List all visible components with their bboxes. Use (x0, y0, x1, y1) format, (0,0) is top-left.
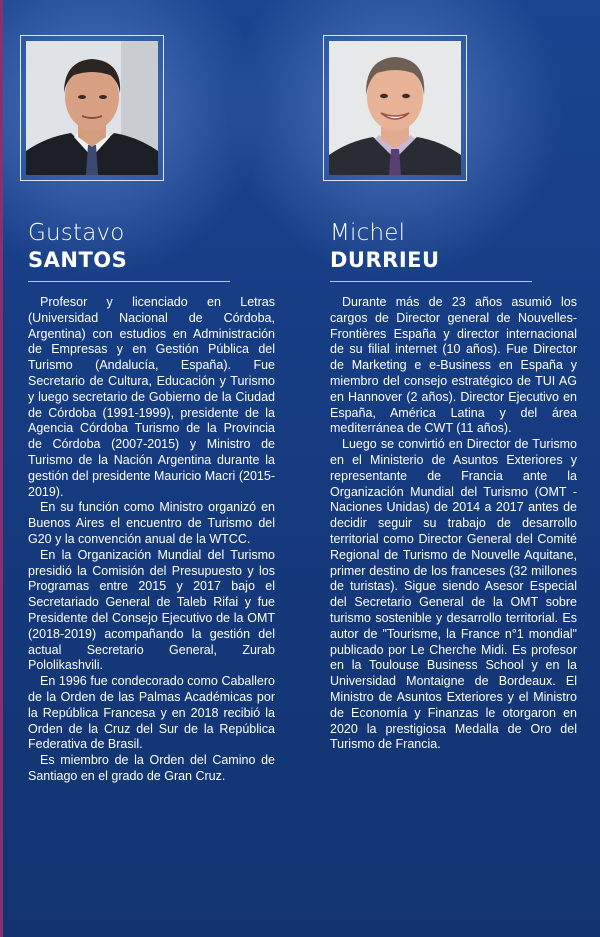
last-name: SANTOS (28, 248, 128, 272)
biography-santos (28, 295, 275, 785)
name-divider-left (28, 281, 230, 282)
last-name: DURRIEU (330, 248, 440, 272)
left-edge-stripe (0, 0, 3, 937)
bio-paragraph: Luego se convirtió en Director de Turismo en el Ministerio de Asuntos Exteriores y representante de Francia ante la Organización Mundial del Turismo (OMT - Naciones Unidas) de 2014 a 2017 antes de decidir seguir su trabajo de desarrollo territorial como Director General del Comité Regional de Turismo de Nouvelle Aquitane, primer destino de los franceses (32 millones de turistas). Sigue siendo Asesor Especial del Secretario General de la OMT sobre turismo sostenible y desarrollo territorial. Es autor de "Tourisme, la France n°1 mondial" publicado por Le Cherche Midi. Es profesor en la Toulouse Business School y en la Universidad Montaigne de Bordeaux. El Ministro de Asuntos Exteriores y el Ministro de Economía y Finanzas le otorgaron en 2020 la prestigiosa Medalla de Oro del Turismo de Francia. (330, 437, 577, 752)
bio-paragraph: En la Organización Mundial del Turismo presidió la Comisión del Presupuesto y los Programas entre 2015 y 2017 bajo el Secretariado General de Taleb Rifai y fue Presidente del Consejo Ejecutivo de la OMT (2018-2019) acompañando la gestión del actual Secretario General, Zurab Pololikashvili. (28, 547, 275, 673)
bio-paragraph: Profesor y licenciado en Letras (Universidad Nacional de Córdoba, Argentina) con estudios en Administración de Empresas y en Gestión Pública del Turismo (Andalucía, España). Fue Secretario de Cultura, Educación y Turismo y luego secretario de Gobierno de la Ciudad de Córdoba (1991-1999), presidente de la Agencia Córdoba Turismo de la Provincia de Córdoba (2007-2015) y Ministro de Turismo de la Nación Argentina durante la gestión del presidente Mauricio Macri (2015-2019). (28, 295, 275, 499)
profile-photo-frame-durrieu (323, 35, 467, 181)
bio-paragraph: Es miembro de la Orden del Camino de Santiago en el grado de Gran Cruz. (28, 753, 275, 783)
person-name-durrieu (330, 220, 550, 273)
biography-durrieu (330, 295, 577, 753)
profile-photo-durrieu (329, 41, 461, 175)
person-name-santos (28, 220, 248, 273)
first-name: Michel (330, 220, 406, 246)
bio-paragraph: Durante más de 23 años asumió los cargos de Director general de Nouvelles-Frontières España y director internacional de su filial internet (10 años). Fue Director de Marketing e e-Business en España y miembro del consejo estratégico de TUI AG en Hannover (2 años). Director Ejecutivo en España, América Latina y del área mediterránea de CWT (11 años). (330, 295, 577, 436)
profile-photo-santos (26, 41, 158, 175)
bio-paragraph: En su función como Ministro organizó en Buenos Aires el encuentro de Turismo del G20 y la convención anual de la WTCC. (28, 500, 275, 546)
portrait-illustration-santos (26, 41, 158, 175)
first-name: Gustavo (28, 220, 125, 246)
portrait-illustration-durrieu (329, 41, 461, 175)
profile-photo-frame-santos (20, 35, 164, 181)
name-divider-right (330, 281, 532, 282)
bio-paragraph: En 1996 fue condecorado como Caballero de la Orden de las Palmas Académicas por la República Francesa y en 2018 recibió la Orden de la Cruz del Sur de la República Federativa de Brasil. (28, 674, 275, 752)
